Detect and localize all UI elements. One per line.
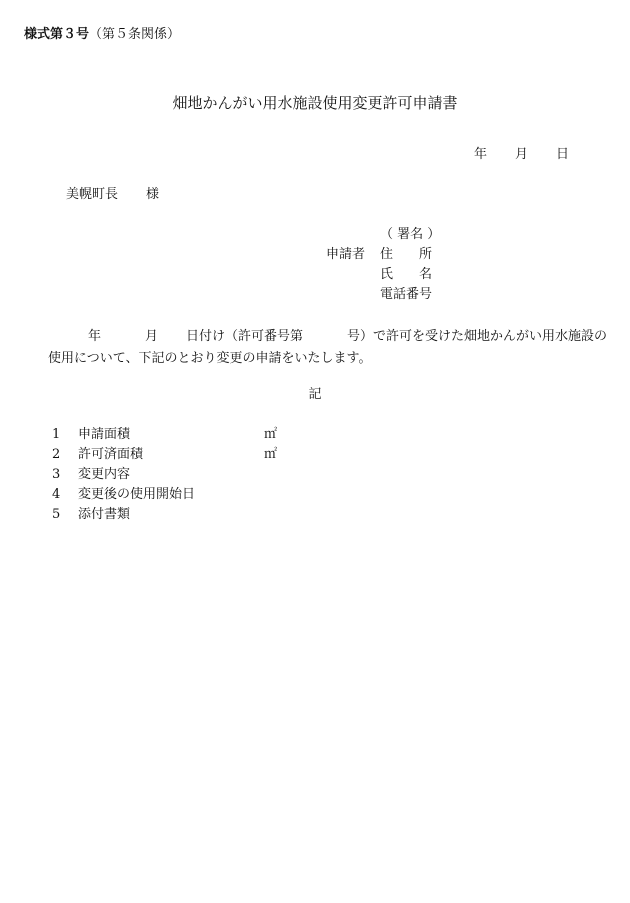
form-number: [24, 28, 180, 41]
item-number: 2: [52, 447, 61, 462]
applicant-name-row: [326, 268, 432, 281]
item-number: 3: [52, 467, 61, 482]
body-year: 年: [88, 329, 102, 344]
item-number: 5: [52, 507, 61, 522]
document-title: 畑地かんがい用水施設使用変更許可申請書: [172, 94, 458, 112]
list-item: [52, 428, 277, 441]
body-line-2: 使用について、下記のとおり変更の申請をいたします。: [48, 351, 372, 366]
item-unit: ㎡: [264, 427, 278, 442]
item-label: 添付書類: [78, 507, 131, 522]
address-label: 住 所: [380, 247, 433, 262]
list-item: [52, 488, 264, 501]
date-day: 日: [556, 147, 570, 162]
body-line-1: [48, 326, 614, 348]
item-unit: ㎡: [264, 447, 278, 462]
phone-label: 電話番号: [380, 287, 433, 302]
body-month: 月: [145, 329, 159, 344]
list-item: [52, 468, 264, 481]
list-item: [52, 508, 264, 521]
list-item: [52, 448, 277, 461]
date-year: 年: [474, 147, 488, 162]
body-number-suffix: 号）で許可を受けた畑地かんがい用水施設の: [347, 329, 608, 344]
applicant-signature-row: [326, 228, 440, 241]
applicant-phone-row: [326, 288, 432, 301]
body-day-suffix: 日付け（許可番号第: [186, 329, 304, 344]
request-body: [48, 326, 614, 370]
addressee-honorific: 様: [146, 187, 160, 202]
form-number-article: （第５条関係）: [89, 27, 181, 42]
addressee-name: 美幌町長: [66, 187, 119, 202]
applicant-label: 申請者: [326, 247, 366, 262]
form-number-bold: 様式第３号: [24, 27, 90, 42]
name-label: 氏 名: [380, 267, 433, 282]
item-number: 1: [52, 427, 61, 442]
item-number: 4: [52, 487, 61, 502]
applicant-address-row: [326, 248, 432, 261]
signature-note: （ 署名 ）: [380, 227, 441, 242]
date-month: 月: [515, 147, 529, 162]
item-label: 変更内容: [78, 467, 131, 482]
addressee: [66, 188, 159, 201]
date-line: [474, 148, 569, 161]
item-label: 許可済面積: [78, 447, 144, 462]
item-label: 申請面積: [78, 427, 131, 442]
ki-heading: 記: [308, 387, 322, 402]
item-label: 変更後の使用開始日: [78, 487, 196, 502]
